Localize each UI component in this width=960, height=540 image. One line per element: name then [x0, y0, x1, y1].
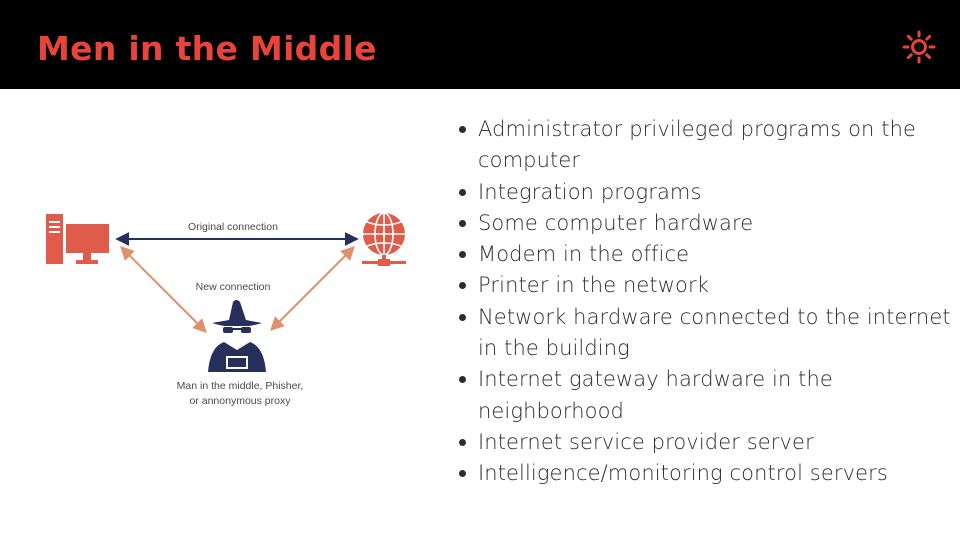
new-connection-label: New connection: [195, 281, 271, 293]
list-item: Integration programs: [457, 177, 952, 208]
mitm-diagram: [0, 89, 440, 540]
bullet-list: [457, 114, 952, 490]
new-connection-arrow-left: [122, 248, 205, 331]
slide-header: [0, 0, 960, 89]
attacker-label-line1: Man in the middle, Phisher,: [176, 380, 304, 392]
list-item: Administrator privileged programs on the computer: [457, 114, 952, 177]
list-item: Network hardware connected to the internet in the building: [457, 302, 952, 365]
new-connection-arrow-right: [272, 248, 353, 329]
list-item: Printer in the network: [457, 270, 952, 301]
list-item: Internet gateway hardware in the neighborhood: [457, 364, 952, 427]
list-item: Modem in the office: [457, 239, 952, 270]
globe-network-icon: [362, 213, 406, 266]
original-connection-label: Original connection: [188, 221, 278, 233]
attacker-label-line2: or annonymous proxy: [189, 395, 291, 407]
sun-icon: [902, 30, 936, 64]
list-item: Internet service provider server: [457, 427, 952, 458]
hacker-icon: [208, 300, 266, 372]
list-item: Some computer hardware: [457, 208, 952, 239]
computer-icon: [46, 214, 109, 264]
slide-title: Men in the Middle: [37, 29, 377, 68]
list-item: Intelligence/monitoring control servers: [457, 458, 952, 489]
